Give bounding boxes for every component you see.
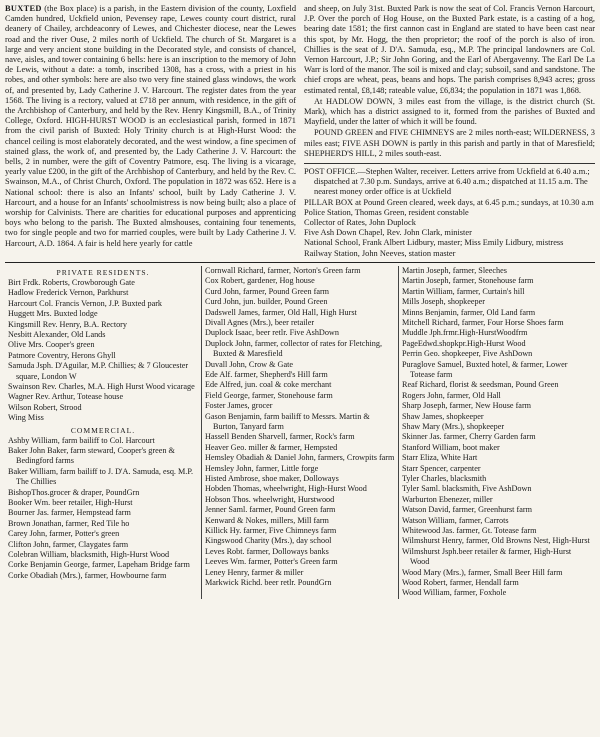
directory-entry: Sharp Joseph, farmer, New House farm [402,401,532,411]
commercial-list-3 [402,266,592,599]
directory-entry: Watson David, farmer, Greenhurst farm [402,505,532,515]
hadlow-paragraph: At HADLOW DOWN, 3 miles east from the village, is the district church (St. Mark), which has a district assigned to it, formed from the parishes of Buxted and Mayfield, under the latter of which it will be found. [304,96,595,127]
directory-entry: Olive Mrs. Cooper's green [8,340,95,350]
private-residents-heading: PRIVATE RESIDENTS. [56,267,150,277]
commercial-list [8,436,198,582]
directory-entry: Wood Mary (Mrs.), farmer, Small Beer Hill farm [402,567,563,577]
directory-entry: Hobson Thos. wheelwright, Hurstwood [205,494,335,504]
directory-entry: Leney Henry, farmer & miller [205,567,304,577]
directory-entry: Carey John, farmer, Potter's green [8,529,120,539]
commercial-list-2 [205,266,395,589]
directory-entry: Divall Agnes (Mrs.), beer retailer [205,317,315,327]
directory-entry: Kingsmill Rev. Henry, B.A. Rectory [8,319,128,329]
directory-entry: Mills Joseph, shopkeeper [402,297,486,307]
directory-entry: Police Station, Thomas Green, resident constable [304,207,469,217]
commercial-heading: COMMERCIAL. [70,425,136,435]
directory-entry: Cornwall Richard, farmer, Norton's Green farm [205,265,361,275]
directory-entry: Hemsley Obadiah & Daniel John, farmers, Crowpits farm [205,453,395,463]
directory-entry: Nesbitt Alexander, Old Lands [8,329,106,339]
directory-entry: Wagner Rev. Arthur, Totease house [8,392,124,402]
directory-entry: Swainson Rev. Charles, M.A. High Hurst Wood vicarage [8,381,195,391]
directory-entry: Perrin Geo. shopkeeper, Five AshDown [402,349,533,359]
directory-entry: Kenward & Nokes, millers, Mill farm [205,515,329,525]
directory-entry: Tyler Saml. blacksmith, Five AshDown [402,484,532,494]
directory-column-3 [398,266,595,599]
directory-entry: Samuda Jsph. D'Aguilar, M.P. Chillies; & 7 Gloucester square, London W [8,361,189,381]
directory-entry: Wing Miss [8,413,44,423]
directory-entry: Wood William, farmer, Foxhole [402,588,507,598]
directory-entry: Huggett Mrs. Buxted lodge [8,309,98,319]
directory-entry: Hadlow Frederick Vernon, Parkhurst [8,288,129,298]
directory-entry: PILLAR BOX at Pound Green cleared, week days, at 6.45 p.m.; sundays, at 10.30 a.m [304,197,594,207]
residents-directory [5,266,595,599]
directory-entry: Starr Spencer, carpenter [402,463,481,473]
directory-entry: Hobden Thomas, wheelwright, High-Hurst Wood [205,484,367,494]
directory-entry: Dadswell James, farmer, Old Hall, High Hurst [205,307,357,317]
directory-entry: Hassell Benden Sharvell, farmer, Rock's farm [205,432,355,442]
directory-entry: Field George, farmer, Stonehouse farm [205,390,333,400]
directory-entry: Brown Jonathan, farmer, Red Tile ho [8,518,130,528]
directory-entry: Foster James, grocer [205,401,273,411]
directory-entry: Warburton Ebenezer, miller [402,494,493,504]
divider [304,163,595,164]
directory-entry: Bourner Jas. farmer, Hempstead farm [8,508,131,518]
directory-entry: Jenner Saml. farmer, Pound Green farm [205,505,336,515]
directory-entry: Starr Eliza, White Hart [402,453,478,463]
section-divider [5,262,595,263]
directory-entry: Skinner Jas. farmer, Cherry Garden farm [402,432,536,442]
directory-entry: Heaver Geo. miller & farmer, Hempsted [205,442,338,452]
private-residents-list [8,278,198,424]
directory-entry: Baker John Baker, farm steward, Cooper's green & Bedingford farms [8,445,175,466]
directory-entry: Collector of Rates, John Duplock [304,218,416,228]
directory-entry: Minns Benjamin, farmer, Old Land farm [402,307,536,317]
directory-entry: Martin William, farmer, Curtain's hill [402,286,525,296]
directory-entry: Killick Hy. farmer, Five Chimneys farm [205,526,337,536]
directory-entry: Cox Robert, gardener, Hog house [205,276,315,286]
directory-entry: Ede Alf. farmer, Shepherd's Hill farm [205,369,328,379]
directory-entry: Colebran William, blacksmith, High-Hurst Wood [8,550,170,560]
directory-entry: Duplock John, farmer, collector of rates for Fletching, Buxted & Maresfield [205,338,383,359]
directory-entry: Curd John, jun. builder, Pound Green [205,297,328,307]
directory-entry: Five Ash Down Chapel, Rev. John Clark, minister [304,228,472,238]
directory-entry: Booker Wm. beer retailer, High-Hurst [8,498,133,507]
directory-entry: Whitewood Jas. farmer, Gt. Totease farm [402,526,537,536]
directory-column-1 [5,266,201,599]
directory-entry: Patmore Coventry, Herons Ghyll [8,350,116,360]
directory-entry: Kingswood Charity (Mrs.), day school [205,536,332,546]
description-left-column [5,4,296,259]
directory-entry: Martin Joseph, farmer, Sleeches [402,265,507,275]
directory-entry: Shaw Mary (Mrs.), shopkeeper [402,421,505,431]
directory-entry: Mitchell Richard, farmer, Four Horse Shoes farm [402,317,564,327]
directory-entry: Leves Robt. farmer, Dolloways banks [205,546,329,556]
directory-entry: Corke Obadiah (Mrs.), farmer, Howbourne farm [8,570,167,580]
directory-entry: Corke Benjamin George, farmer, Lapeham Bridge farm [8,560,190,570]
directory-entry: Wilson Robert, Strood [8,402,82,412]
directory-column-2 [201,266,398,599]
hamlets-paragraph: POUND GREEN and FIVE CHIMNEYS are 2 miles north-east; WILDERNESS, 3 miles east; FIVE ASH DOWN is partly in this parish and partly in that of Maresfield; SHEPHERD'S HILL, 2 miles south-east. [304,128,595,158]
directory-entry: Curd John, farmer, Pound Green farm [205,286,330,296]
directory-entry: Watson William, farmer, Carrots [402,515,509,525]
parish-title: BUXTED [5,4,42,13]
directory-entry: Ashby William, farm bailiff to Col. Harcourt [8,435,155,445]
directory-entry: POST OFFICE.—Stephen Walter, receiver. Letters arrive from Uckfield at 6.40 a.m.; dispatched at 7.30 p.m. Sundays, arrive at 6.40 a.m.; dispatched at 11.15 a.m. The nearest money order office is at Uckfield [304,167,590,197]
directory-entry: Markwick Richd. beer retlr. PoundGrn [205,578,332,588]
intro-paragraph [5,4,296,249]
directory-entry: Reaf Richard, florist & seedsman, Pound Green [402,380,559,390]
directory-entry: Tyler Charles, blacksmith [402,474,487,483]
directory-entry: Histed Ambrose, shoe maker, Dolloways [205,474,339,483]
park-paragraph: and sheep, on July 31st. Buxted Park is now the seat of Col. Francis Vernon Harcourt, J.P. Over the porch of Hog House, on the Buxted Park estate, is a casting of a hog, bearing date 1581; the first cannon cast in England are stated to have been cast near this spot, by Mr. Hogg, the then proprietor; the roof of the porch is also of iron. Chillies is the seat of J. D'A. Samuda, esq., M.P. The principal landowners are Col. Vernon Harcourt, J.P.; Sir John Goring, and the Earl of Abergavenny. The Earl De La Warr is lord of the manor. The soil is mixed and clay; subsoil, sand and sandstone. The chief crops are wheat, peas, beans and hops. The parish comprises 8,943 acres; gross estimated rental, £8,148; rateable value, £6,834; the population in 1871 was 1,868. [304,4,595,95]
directory-entry: Baker William, farm bailiff to J. D'A. Samuda, esq. M.P. The Chillies [8,466,194,487]
directory-entry: PageEdwd.shopkpr.High-Hurst Wood [402,338,526,348]
directory-entry: BishopThos.grocer & draper, PoundGrn [8,487,140,497]
directory-entry: Shaw James, shopkeeper [402,411,484,421]
directory-entry: Ede Alfred, jun. coal & coke merchant [205,380,332,390]
directory-entry: Wilmshurst Henry, farmer, Old Browns Nest, High-Hurst [402,536,590,546]
directory-entry: Railway Station, John Neeves, station master [304,248,456,258]
directory-entry: Leeves Wm. farmer, Potter's Green farm [205,557,338,567]
directory-entry: Clifton John, farmer, Claygates farm [8,539,129,549]
directory-entry: Duvall John, Crow & Gate [205,359,294,369]
directory-entry: Hemsley John, farmer, Little forge [205,463,319,473]
directory-entry: Muddle Jph.frmr.High-HurstWoodfrm [402,328,528,338]
directory-entry: Wood Robert, farmer, Hendall farm [402,578,519,588]
directory-entry: Duplock Isaac, beer retlr. Five AshDown [205,328,339,338]
directory-entry: Gason Benjamin, farm bailiff to Messrs. Martin & Burton, Tanyard farm [205,411,370,431]
directory-entry: Puraglove Samuel, Buxted hotel, & farmer, Lower Totease farm [402,359,568,379]
directory-entry: Harcourt Col. Francis Vernon, J.P. Buxted park [8,298,163,308]
directory-entry: Wilmshurst Jsph.beer retailer & farmer, High-Hurst Wood [402,546,572,567]
description-right-column [304,4,595,259]
intro-text: (the Box place) is a parish, in the Eastern division of the county, Loxfield Camden hundred, Uckfield union, Pevensey rape, Lewes county court district, rural deanery of Chailey, archdeaconry of Lewes, and Chichester diocese, near the Lewes road and the river Ouse, 2 miles north of Uckfield. The church of St. Margaret is a large and very ancient stone building in the Decorated style, and consists of chancel, nave, aisles, and tower containing 6 bells: here is an inscription to the memory of John de Lewis, without a date: a tomb, inscribed 1308, has a cross, with a priest in his robes, and other symbols: here are also two very fine stained glass windows, the work of, and presented by, Lady Catherine J. V. Harcourt. The register dates from the year 1568. The living is a rectory, valued at £718 per annum, with residence, in the gift of the Archbishop of Canterbury, and held by the Rev. Henry Kingsmill, B.A., of Trinity College, Oxford. HIGH-HURST WOOD is an ecclesiastical parish, formed in 1871 from the civil parish of Buxted: Holy Trinity church is at High-Hurst Wood: the chancel ceiling is most elaborately decorated, and the west window, a fine specimen of stained glass, the work of, and presented by, the Lady Catherine J. V. Harcourt: the bells, 2 in number, were the gift of Coventry Patmore, esq. The living is a vicarage, yearly value £200, in the gift of the Archbishop of Canterbury, and held by the Rev. C. Swainson, M.A., of Christ Church, Oxford. The population in 1872 was 652. Here is a National school: there is also an Infants' school, built by Lady Catherine J. V. Harcourt, and a house for an Infants' schoolmistress is now being built; also a place of worship for Calvinists. There are charities for educational purposes and apprenticing boys who belong to the parish. The Buxted almshouses, containing four tenements, two for single people and two for married couples, were built by Lady Catherine J. V. Harcourt, A.D. 1864. A fair is held here yearly for cattle [5,4,297,248]
directory-entry: Rogers John, farmer, Old Hall [402,390,501,400]
directory-entry: Martin Joseph, farmer, Stonehouse farm [402,276,534,286]
post-office-list [304,167,595,259]
parish-description [5,4,595,259]
directory-entry: Stanford William, boot maker [402,442,500,452]
directory-entry: National School, Frank Albert Lidbury, master; Miss Emily Lidbury, mistress [304,238,564,248]
directory-entry: Birt Frdk. Roberts, Crowborough Gate [8,277,135,287]
